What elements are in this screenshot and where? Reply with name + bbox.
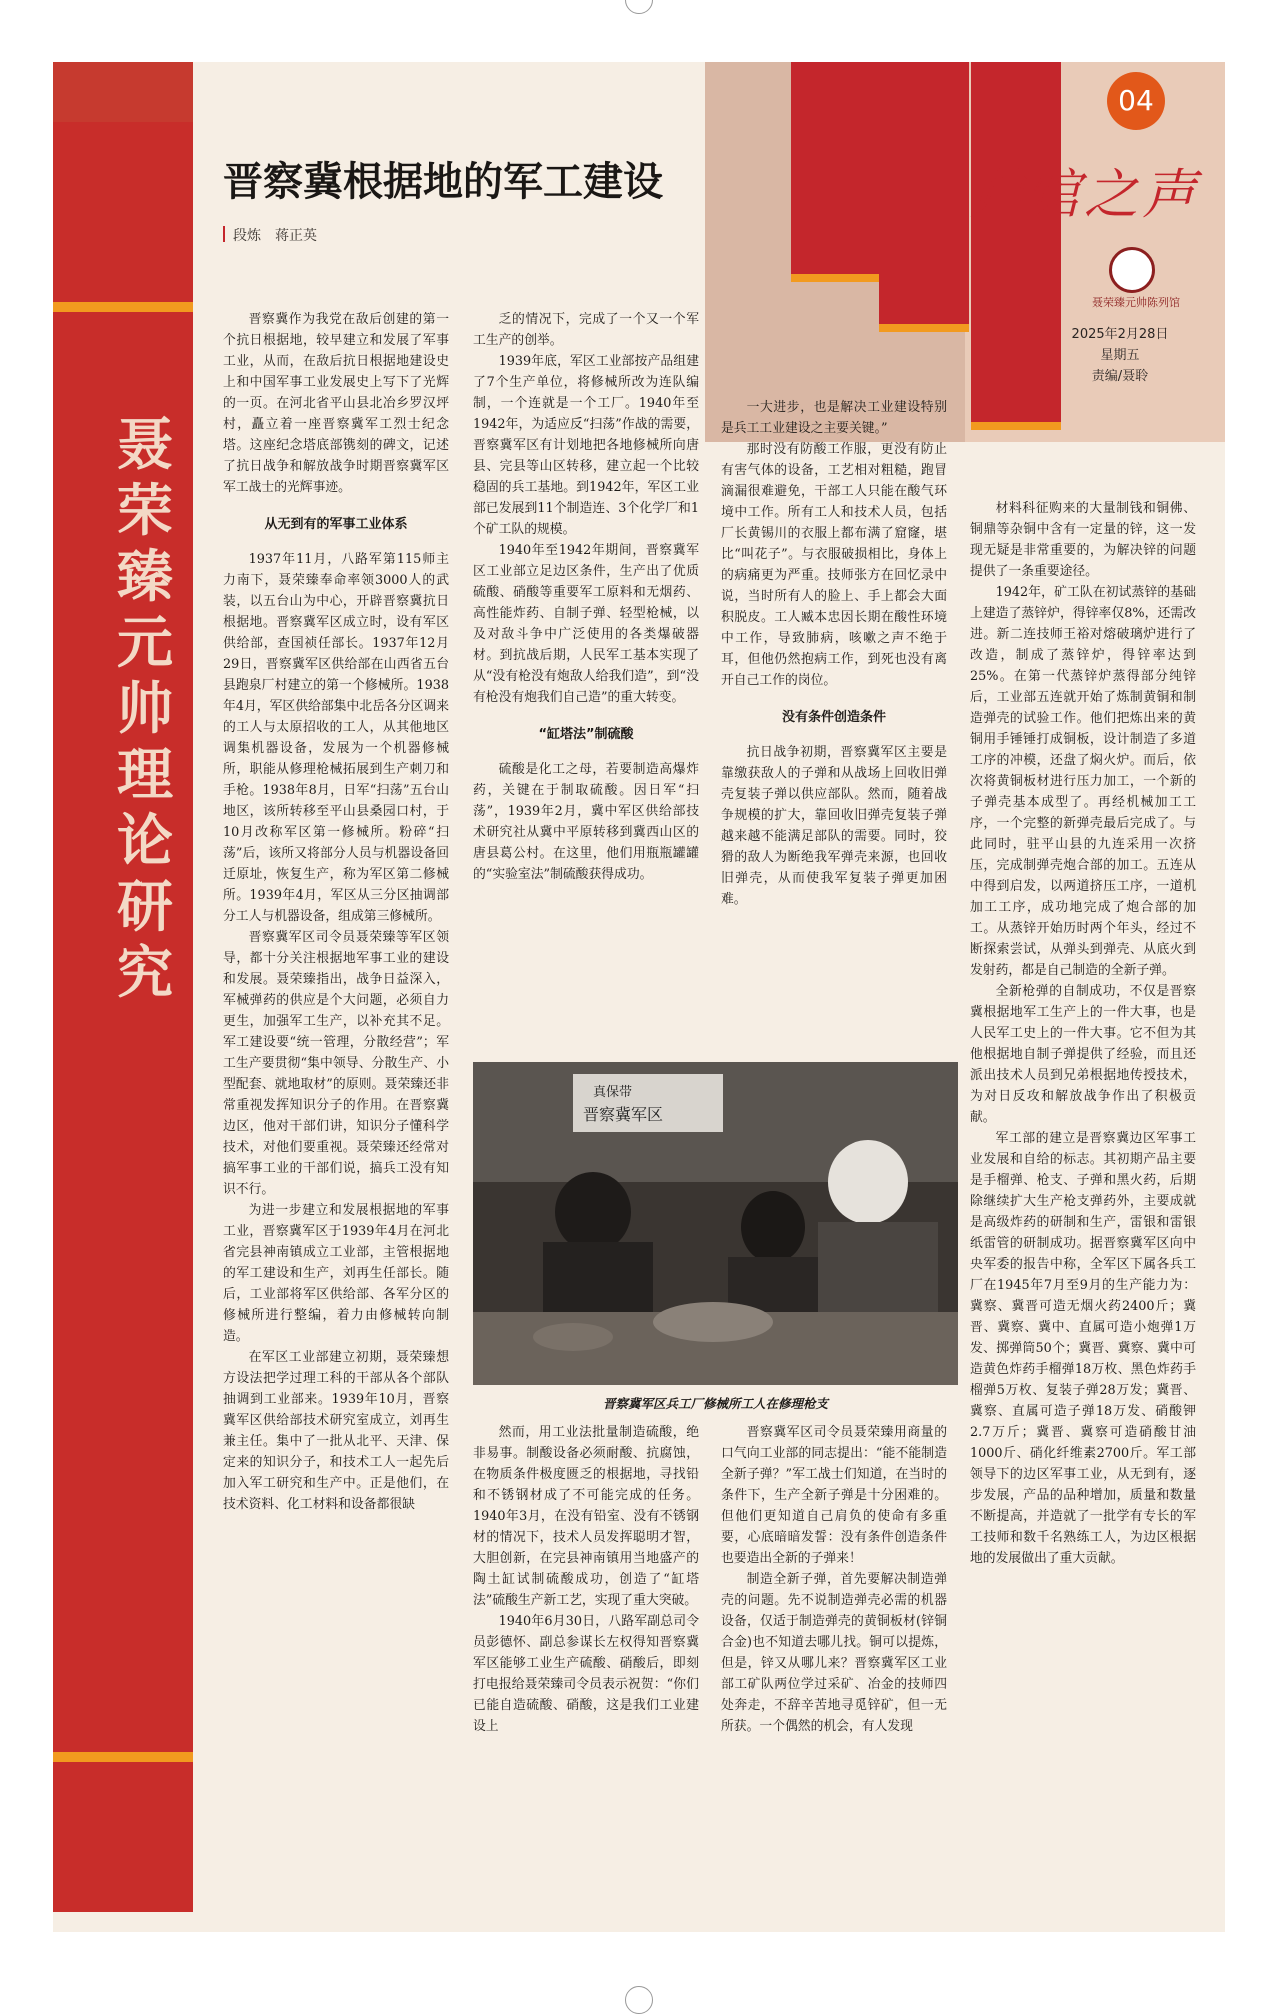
vertical-title-char: 帅	[117, 676, 173, 742]
paragraph: 硫酸是化工之母，若要制造高爆炸药，关键在于制取硫酸。因日军“扫荡”，1939年2月，冀中军区供给部技术研究社从冀中平原转移到冀西山区的唐县葛公村。在这里，他们用瓶瓶罐罐的“实验室法”制硫酸获得成功。	[473, 762, 699, 882]
paragraph: 一大进步，也是解决工业建设特别是兵工工业建设之主要关键。”	[721, 400, 947, 436]
paragraph: 为进一步建立和发展根据地的军事工业，晋察冀军区于1939年4月在河北省完县神南镇成立工业部，主管根据地的军工建设和生产，刘再生任部长。随后，工业部将军区供给部、各军分区的修械所进行整编，着力由修械转向制造。	[223, 1203, 449, 1344]
photo-sign-1: 真保带	[593, 1085, 633, 1100]
issue-editor: 责编/聂聆	[1091, 369, 1149, 384]
vertical-title-char: 究	[117, 940, 173, 1006]
vertical-title-char: 元	[117, 610, 173, 676]
paragraph: 在军区工业部建立初期，聂荣臻想方设法把学过理工科的干部从各个部队抽调到工业部来。1939年10月，晋察冀军区供给部技术研究室成立，刘再生兼主任。集中了一批从北平、天津、保定来的知识分子，和技术工人一起先后加入军工研究和生产中。正是他们，在技术资料、化工材料和设备都很缺	[223, 1350, 449, 1512]
paragraph: 抗日战争初期，晋察冀军区主要是靠缴获敌人的子弹和从战场上回收旧弹壳复装子弹以供应部队。然而，随着战争规模的扩大，靠回收旧弹壳复装子弹越来越不能满足部队的需要。同时，狡猾的敌人为断绝我军弹壳来源，也回收旧弹壳，从而使我军复装子弹更加困难。	[721, 745, 947, 907]
issue-meta	[1045, 324, 1195, 387]
vertical-title-char: 聂	[117, 412, 173, 478]
page-number: 04	[1107, 72, 1165, 130]
paragraph: 乏的情况下，完成了一个又一个军工生产的创举。	[473, 312, 699, 348]
column-name: 帅馆之声	[968, 163, 1200, 226]
historical-photo	[473, 1062, 958, 1385]
photo-sign-2: 晋察冀军区	[583, 1105, 664, 1124]
article-column-2	[473, 309, 699, 885]
paragraph: 晋察冀作为我党在敌后创建的第一个抗日根据地，较早建立和发展了军事工业，从而，在敌后抗日根据地建设史上和中国军事工业发展史上写下了光辉的一页。在河北省平山县北冶乡罗汉坪村，矗立着一座晋察冀军工烈士纪念塔。这座纪念塔底部镌刻的碑文，记述了抗日战争和解放战争时期晋察冀军区军工战士的光辉事迹。	[223, 312, 449, 495]
issue-date: 2025年2月28日	[1071, 327, 1169, 342]
paragraph: 1937年11月，八路军第115师主力南下，聂荣臻奉命率领3000人的武装，以五台山为中心，开辟晋察冀抗日根据地。晋察冀军区成立时，设有军区供给部，查国祯任部长。1937年12月29日，晋察冀军区供给部在山西省五台县跑泉厂村建立的第一个修械所。1938年4月，军区供给部集中北岳各分区调来的工人与太原招收的工人，从其他地区调集机器设备，发展为一个机器修械所，职能从修理枪械拓展到生产刺刀和手枪。1938年8月，日军“扫荡”五台山地区，该所转移至平山县桑园口村，于10月改称军区第一修械所。粉碎“扫荡”后，该所又将部分人员与机器设备回迁原址，恢复生产，称为军区第二修械所。1939年4月，军区从三分区抽调部分工人与机器设备，组成第三修械所。	[223, 552, 449, 924]
red-pillar	[879, 62, 969, 332]
photo-caption: 晋察冀军区兵工厂修械所工人在修理枪支	[602, 1396, 828, 1411]
registration-mark-icon	[625, 1986, 653, 2014]
paragraph: 制造全新子弹，首先要解决制造弹壳的问题。先不说制造弹壳必需的机器设备，仅适于制造弹壳的黄铜板材(锌铜合金)也不知道去哪儿找。铜可以提炼，但是，锌又从哪儿来？晋察冀军区工业部工矿队两位学过采矿、冶金的技师四处奔走，不辞辛苦地寻觅锌矿，但一无所获。一个偶然的机会，有人发现	[721, 1572, 947, 1734]
headline: 晋察冀根据地的军工建设	[223, 159, 663, 205]
section-heading: “缸塔法”制硫酸	[538, 727, 634, 742]
paragraph: 军工部的建立是晋察冀边区军事工业发展和自给的标志。其初期产品主要是手榴弹、枪支、子弹和黑火药，后期除继续扩大生产枪支弹药外，主要成就是高级炸药的研制和生产，雷银和雷银纸雷管的研制成功。据晋察冀军区向中央军委的报告中称，全军区下属各兵工厂在1945年7月至9月的生产能力为：冀察、冀晋可造无烟火药2400斤；冀晋、冀察、冀中、直属可造小炮弹1万发、掷弹筒50个；冀晋、冀察、冀中可造黄色炸药手榴弹18万枚、黑色炸药手榴弹5万枚、复装子弹28万发；冀晋、冀察、直属可造子弹18万发、硝酸钾2.7万斤；冀晋、冀察可造硝酸甘油1000斤、硝化纤维素2700斤。军工部领导下的边区军事工业，从无到有，逐步发展，产品的品种增加，质量和数量不断提高，并造就了一批学有专长的军工技师和数千名熟练工人，为边区根据地的发展做出了重大贡献。	[970, 1131, 1196, 1566]
issue-weekday: 星期五	[1100, 348, 1140, 363]
museum-logo-icon	[1109, 247, 1155, 293]
vertical-title	[105, 412, 185, 1006]
paragraph: 晋察冀军区司令员聂荣臻等军区领导，都十分关注根据地军事工业的建设和发展。聂荣臻指出，战争日益深入，军械弹药的供应是个大问题，必须自力更生，加强军工生产，以补充其不足。军工建设要“统一管理，分散经营”；军工生产要贯彻“集中领导、分散生产、小型配套、就地取材”的原则。聂荣臻还非常重视发挥知识分子的作用。在晋察冀边区，他对干部们讲，知识分子懂科学技术，对他们要重视。聂荣臻还经常对搞军事工业的干部们说，搞兵工没有知识不行。	[223, 930, 449, 1197]
spine-stripe	[53, 302, 193, 312]
vertical-title-char: 理	[117, 742, 173, 808]
newspaper-page	[53, 62, 1225, 1932]
paragraph: 1940年至1942年期间，晋察冀军区工业部立足边区条件，生产出了优质硫酸、硝酸等重要军工原料和无烟药、高性能炸药、自制子弹、轻型枪械，以及对敌斗争中广泛使用的各类爆破器材。到抗战后期，人民军工基本实现了从“没有枪没有炮敌人给我们造”，到“没有枪没有炮我们自己造”的重大转变。	[473, 543, 699, 705]
article-column-1	[223, 309, 449, 1515]
paragraph: 材料科征购来的大量制钱和铜佛、铜鼎等杂铜中含有一定量的锌，这一发现无疑是非常重要的，为解决锌的问题提供了一条重要途径。	[970, 501, 1196, 579]
paragraph: 1940年6月30日，八路军副总司令员彭德怀、副总参谋长左权得知晋察冀军区能够工业生产硫酸、硝酸后，即刻打电报给聂荣臻司令员表示祝贺：“你们已能自造硫酸、硝酸，这是我们工业建设上	[473, 1614, 699, 1734]
red-pillar	[791, 62, 881, 282]
paragraph: 全新枪弹的自制成功，不仅是晋察冀根据地军工生产上的一件大事，也是人民军工史上的一件大事。它不但为其他根据地自制子弹提供了经验，而且还派出技术人员到兄弟根据地传授技术，为对日反攻和解放战争作出了积极贡献。	[970, 984, 1196, 1125]
paragraph: 1939年底，军区工业部按产品组建了7个生产单位，将修械所改为连队编制，一个连就是一个工厂。1940年至1942年，为适应反“扫荡”作战的需要，晋察冀军区有计划地把各地修械所向唐县、完县等山区转移，建立起一个比较稳固的兵工基地。到1942年，军区工业部已发展到11个制造连、3个化学厂和1个矿工队的规模。	[473, 354, 699, 537]
spine-stripe	[53, 1752, 193, 1762]
paragraph: 1942年，矿工队在初试蒸锌的基础上建造了蒸锌炉，得锌率仅8%，还需改进。新二连技师王裕对熔破璃炉进行了改造，制成了蒸锌炉，得锌率达到25%。在第一代蒸锌炉蒸得部分纯锌后，工业部五连就开始了炼制黄铜和制造弹壳的试验工作。他们把炼出来的黄铜用手锤锤打成铜板，设计制造了多道工序的冲模，还盘了焖火炉。而后，依次将黄铜板材进行压力加工，一个新的子弹壳基本成型了。再经机械加工工序，一个完整的新弹壳最后完成了。与此同时，驻平山县的九连采用一次挤压，完成制弹壳炮合部的加工。五连从中得到启发，以两道挤压工序，一道机加工工序，成功地完成了炮合部的加工。从蒸锌开始历时两个年头，经过不断探索尝试，从弹头到弹壳、从底火到发射药，都是自己制造的全新子弹。	[970, 585, 1196, 978]
article-column-3b	[721, 1422, 947, 1737]
section-heading: 没有条件创造条件	[781, 710, 886, 725]
vertical-title-char: 论	[117, 808, 173, 874]
paragraph: 然而，用工业法批量制造硫酸，绝非易事。制酸设备必须耐酸、抗腐蚀，在物质条件极度匮乏的根据地，寻找铅和不锈钢材成了不可能完成的任务。1940年3月，在没有铅室、没有不锈钢材的情况下，技术人员发挥聪明才智，大胆创新，在完县神南镇用当地盛产的陶土缸试制硫酸成功，创造了“缸塔法”硫酸生产新工艺，实现了重大突破。	[473, 1425, 699, 1608]
vertical-title-char: 臻	[117, 544, 173, 610]
logo-caption: 聂荣臻元帅陈列馆	[1092, 296, 1180, 309]
vertical-title-char: 荣	[117, 478, 173, 544]
red-spine	[53, 122, 193, 1912]
paragraph: 晋察冀军区司令员聂荣臻用商量的口气向工业部的同志提出：“能不能制造全新子弹？”军工战士们知道，在当时的条件下，生产全新子弹是十分困难的。但他们更知道自己肩负的使命有多重要，心底暗暗发誓：没有条件创造条件也要造出全新的子弹来！	[721, 1425, 947, 1566]
registration-mark-icon	[625, 0, 653, 14]
article-column-4	[970, 498, 1196, 1569]
article-column-3	[721, 397, 947, 910]
vertical-title-char: 研	[117, 874, 173, 940]
authors: 段炼 蒋正英	[233, 225, 317, 245]
paragraph: 那时没有防酸工作服，更没有防止有害气体的设备，工艺相对粗糙，跑冒滴漏很难避免，干部工人只能在酸气环境中工作。所有工人和技术人员，包括厂长黄锡川的衣服上都布满了窟窿，堪比“叫花子”。与衣服破损相比，身体上的病痛更为严重。技师张方在回忆录中说，当时所有人的脸上、手上都会大面积脱皮。工人臧本忠因长期在酸性环境中工作，导致肺病，咳嗽之声不绝于耳，但他仍然抱病工作，到死也没有离开自己工作的岗位。	[721, 442, 947, 688]
section-heading: 从无到有的军事工业体系	[264, 517, 408, 532]
article-column-2b	[473, 1422, 699, 1737]
